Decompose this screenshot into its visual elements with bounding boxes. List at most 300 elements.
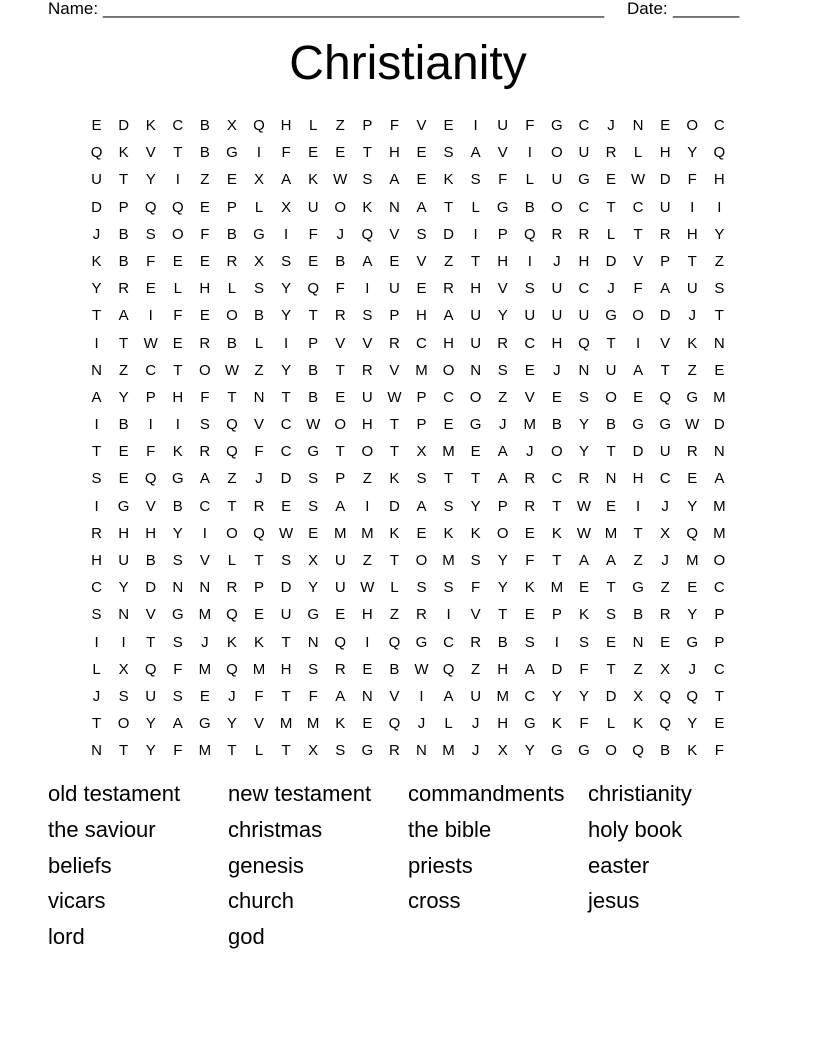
grid-letter[interactable]: S	[172, 552, 183, 569]
grid-letter[interactable]: A	[118, 307, 129, 325]
grid-letter[interactable]: U	[605, 361, 617, 379]
grid-letter[interactable]: Q	[334, 633, 347, 651]
grid-letter[interactable]: V	[389, 687, 400, 705]
grid-letter[interactable]: P	[226, 198, 237, 216]
grid-letter[interactable]: O	[361, 443, 374, 461]
grid-letter[interactable]: J	[553, 361, 561, 379]
grid-letter[interactable]: V	[470, 606, 481, 624]
grid-letter[interactable]: P	[551, 606, 562, 624]
grid-letter[interactable]: U	[578, 307, 590, 325]
grid-letter[interactable]: V	[660, 334, 671, 352]
grid-letter[interactable]: X	[416, 443, 427, 461]
grid-letter[interactable]: G	[659, 416, 672, 434]
grid-letter[interactable]: J	[228, 687, 236, 705]
grid-letter[interactable]: S	[362, 307, 373, 325]
grid-letter[interactable]: K	[633, 715, 644, 733]
grid-letter[interactable]: G	[632, 579, 644, 597]
grid-letter[interactable]: W	[387, 388, 402, 406]
grid-letter[interactable]: P	[497, 225, 508, 243]
grid-letter[interactable]: B	[118, 416, 129, 434]
grid-letter[interactable]: T	[308, 307, 318, 325]
grid-letter[interactable]: B	[199, 144, 210, 162]
grid-letter[interactable]: K	[254, 633, 265, 651]
grid-letter[interactable]: T	[281, 388, 291, 406]
grid-letter[interactable]: T	[552, 497, 562, 515]
grid-letter[interactable]: L	[254, 742, 264, 760]
grid-letter[interactable]: G	[523, 715, 536, 733]
grid-letter[interactable]: T	[606, 334, 616, 352]
grid-letter[interactable]: T	[660, 361, 670, 379]
grid-letter[interactable]: S	[145, 225, 156, 243]
grid-letter[interactable]: V	[416, 252, 427, 270]
grid-letter[interactable]: Y	[308, 579, 319, 597]
grid-letter[interactable]: R	[578, 470, 590, 488]
grid-letter[interactable]: K	[551, 715, 562, 733]
grid-letter[interactable]: J	[553, 252, 561, 270]
grid-letter[interactable]: Y	[497, 579, 508, 597]
grid-letter[interactable]: Z	[633, 552, 643, 569]
grid-letter[interactable]: C	[713, 117, 725, 134]
grid-letter[interactable]: Q	[361, 225, 374, 243]
grid-letter[interactable]: Q	[659, 388, 672, 406]
grid-letter[interactable]: E	[416, 144, 427, 162]
grid-letter[interactable]: E	[254, 606, 265, 624]
grid-letter[interactable]: P	[416, 388, 427, 406]
grid-letter[interactable]: S	[497, 361, 508, 379]
grid-letter[interactable]: N	[199, 579, 211, 597]
grid-letter[interactable]: X	[281, 198, 292, 216]
grid-letter[interactable]: R	[416, 606, 427, 624]
grid-letter[interactable]: R	[605, 144, 617, 162]
grid-letter[interactable]: N	[578, 361, 590, 379]
grid-letter[interactable]: F	[498, 171, 508, 189]
grid-letter[interactable]: X	[254, 252, 265, 270]
grid-letter[interactable]: G	[307, 443, 319, 461]
grid-letter[interactable]: M	[713, 524, 726, 542]
grid-letter[interactable]: T	[281, 633, 291, 651]
grid-letter[interactable]: N	[118, 606, 130, 624]
grid-letter[interactable]: E	[714, 715, 725, 733]
grid-letter[interactable]: D	[280, 470, 292, 488]
grid-letter[interactable]: S	[443, 497, 454, 515]
grid-letter[interactable]: G	[307, 606, 319, 624]
grid-letter[interactable]: C	[91, 579, 102, 597]
grid-letter[interactable]: C	[713, 660, 725, 678]
grid-letter[interactable]: C	[659, 470, 671, 488]
grid-letter[interactable]: F	[687, 171, 697, 189]
grid-letter[interactable]: G	[253, 225, 265, 243]
grid-letter[interactable]: C	[524, 334, 536, 352]
grid-letter[interactable]: R	[199, 334, 211, 352]
grid-letter[interactable]: E	[145, 280, 156, 298]
grid-letter[interactable]: B	[226, 334, 237, 352]
grid-letter[interactable]: V	[633, 252, 644, 270]
grid-letter[interactable]: E	[172, 334, 183, 352]
grid-letter[interactable]: K	[687, 334, 698, 352]
grid-letter[interactable]: R	[334, 660, 346, 678]
grid-letter[interactable]: Q	[307, 280, 319, 298]
grid-letter[interactable]: I	[148, 416, 153, 434]
grid-letter[interactable]: U	[497, 117, 509, 134]
grid-letter[interactable]: T	[389, 416, 399, 434]
grid-letter[interactable]: X	[226, 117, 237, 134]
grid-letter[interactable]: C	[280, 443, 292, 461]
grid-letter[interactable]: Y	[578, 687, 589, 705]
grid-letter[interactable]: W	[279, 524, 294, 542]
grid-letter[interactable]: H	[388, 144, 400, 162]
grid-letter[interactable]: M	[198, 606, 212, 624]
grid-letter[interactable]: P	[308, 334, 319, 352]
grid-letter[interactable]: N	[632, 633, 644, 651]
grid-letter[interactable]: B	[660, 742, 671, 760]
grid-letter[interactable]: F	[579, 715, 589, 733]
grid-letter[interactable]: W	[224, 361, 240, 379]
grid-letter[interactable]: S	[443, 579, 454, 597]
grid-letter[interactable]: E	[687, 579, 698, 597]
grid-letter[interactable]: I	[284, 334, 289, 352]
grid-letter[interactable]: O	[496, 524, 509, 542]
grid-letter[interactable]: E	[226, 171, 237, 189]
grid-letter[interactable]: E	[199, 198, 210, 216]
grid-letter[interactable]: C	[578, 198, 590, 216]
grid-letter[interactable]: Y	[145, 742, 156, 760]
grid-letter[interactable]: E	[606, 171, 617, 189]
grid-letter[interactable]: Y	[687, 144, 698, 162]
grid-letter[interactable]: E	[606, 633, 617, 651]
grid-letter[interactable]: L	[606, 225, 616, 243]
grid-letter[interactable]: A	[524, 660, 535, 678]
grid-letter[interactable]: A	[335, 687, 346, 705]
grid-letter[interactable]: Y	[118, 579, 129, 597]
grid-letter[interactable]: D	[605, 687, 617, 705]
grid-letter[interactable]: I	[94, 334, 99, 352]
grid-letter[interactable]: T	[362, 144, 372, 162]
grid-letter[interactable]: E	[416, 280, 427, 298]
grid-letter[interactable]: U	[280, 606, 292, 624]
grid-letter[interactable]: R	[226, 579, 238, 597]
grid-letter[interactable]: A	[470, 144, 481, 162]
grid-letter[interactable]: E	[443, 117, 454, 134]
grid-letter[interactable]: F	[579, 660, 589, 678]
grid-letter[interactable]: T	[281, 742, 291, 760]
grid-letter[interactable]: U	[388, 280, 400, 298]
grid-letter[interactable]: R	[524, 470, 536, 488]
grid-letter[interactable]: L	[92, 660, 101, 678]
grid-letter[interactable]: E	[199, 687, 210, 705]
grid-letter[interactable]: B	[497, 633, 508, 651]
grid-letter[interactable]: S	[172, 633, 183, 651]
grid-letter[interactable]: S	[281, 252, 292, 270]
grid-letter[interactable]: X	[497, 742, 508, 760]
grid-letter[interactable]: N	[361, 687, 373, 705]
grid-letter[interactable]: M	[550, 579, 564, 597]
grid-letter[interactable]: Y	[497, 552, 508, 569]
grid-letter[interactable]: M	[198, 660, 212, 678]
grid-letter[interactable]: O	[551, 443, 563, 461]
grid-letter[interactable]: O	[415, 552, 428, 569]
grid-letter[interactable]: P	[389, 307, 400, 325]
grid-letter[interactable]: F	[525, 117, 535, 134]
grid-letter[interactable]: D	[605, 252, 617, 270]
grid-letter[interactable]: I	[256, 144, 262, 162]
grid-letter[interactable]: K	[578, 606, 589, 624]
grid-letter[interactable]: I	[446, 606, 451, 624]
grid-letter[interactable]: A	[497, 443, 508, 461]
grid-letter[interactable]: G	[686, 388, 699, 406]
grid-letter[interactable]: K	[687, 742, 698, 760]
grid-letter[interactable]: S	[281, 552, 292, 569]
name-field[interactable]: _____________________________________________________	[103, 0, 605, 18]
grid-letter[interactable]: I	[554, 633, 559, 651]
grid-letter[interactable]: S	[578, 388, 589, 406]
grid-letter[interactable]: G	[632, 416, 644, 434]
grid-letter[interactable]: S	[199, 416, 210, 434]
grid-letter[interactable]: R	[361, 361, 373, 379]
grid-letter[interactable]: F	[714, 742, 724, 760]
grid-letter[interactable]: F	[200, 388, 210, 406]
grid-letter[interactable]: A	[660, 280, 671, 298]
grid-letter[interactable]: H	[118, 524, 130, 542]
grid-letter[interactable]: R	[524, 497, 536, 515]
grid-letter[interactable]: K	[335, 715, 346, 733]
grid-letter[interactable]: Z	[443, 252, 454, 270]
grid-letter[interactable]: X	[633, 687, 644, 705]
grid-letter[interactable]: U	[686, 280, 698, 298]
grid-letter[interactable]: A	[362, 252, 373, 270]
grid-letter[interactable]: G	[199, 715, 211, 733]
grid-letter[interactable]: M	[279, 715, 293, 733]
grid-letter[interactable]: Q	[144, 660, 157, 678]
grid-letter[interactable]: B	[335, 252, 346, 270]
grid-letter[interactable]: U	[307, 198, 319, 216]
grid-letter[interactable]: J	[336, 225, 344, 243]
grid-letter[interactable]: E	[335, 388, 346, 406]
grid-letter[interactable]: Y	[578, 443, 589, 461]
grid-letter[interactable]: T	[389, 552, 399, 569]
grid-letter[interactable]: U	[361, 388, 373, 406]
grid-letter[interactable]: Z	[227, 470, 237, 488]
grid-letter[interactable]: T	[173, 361, 183, 379]
grid-letter[interactable]: Q	[523, 225, 536, 243]
grid-letter[interactable]: V	[362, 334, 373, 352]
grid-letter[interactable]: E	[606, 497, 617, 515]
grid-letter[interactable]: N	[713, 334, 725, 352]
grid-letter[interactable]: V	[497, 280, 508, 298]
grid-letter[interactable]: T	[227, 742, 237, 760]
grid-letter[interactable]: D	[280, 579, 292, 597]
grid-letter[interactable]: T	[606, 579, 616, 597]
grid-letter[interactable]: J	[688, 660, 696, 678]
grid-letter[interactable]: E	[362, 660, 373, 678]
grid-letter[interactable]: K	[118, 144, 129, 162]
grid-letter[interactable]: E	[470, 443, 481, 461]
grid-letter[interactable]: F	[200, 225, 210, 243]
grid-letter[interactable]: E	[633, 388, 644, 406]
grid-letter[interactable]: J	[661, 552, 669, 569]
grid-letter[interactable]: S	[416, 470, 427, 488]
grid-letter[interactable]: W	[333, 171, 348, 189]
grid-letter[interactable]: I	[121, 633, 126, 651]
grid-letter[interactable]: O	[686, 117, 699, 134]
grid-letter[interactable]: G	[117, 497, 130, 515]
grid-letter[interactable]: U	[659, 443, 671, 461]
grid-letter[interactable]: B	[145, 552, 156, 569]
grid-letter[interactable]: T	[389, 443, 399, 461]
grid-letter[interactable]: R	[334, 307, 346, 325]
grid-letter[interactable]: A	[335, 497, 346, 515]
grid-letter[interactable]: P	[497, 497, 508, 515]
grid-letter[interactable]: E	[199, 307, 210, 325]
grid-letter[interactable]: P	[254, 579, 265, 597]
grid-letter[interactable]: P	[362, 117, 373, 134]
grid-letter[interactable]: V	[416, 117, 427, 134]
grid-letter[interactable]: Q	[388, 715, 401, 733]
grid-letter[interactable]: D	[632, 443, 644, 461]
grid-letter[interactable]: Y	[470, 497, 481, 515]
grid-letter[interactable]: X	[254, 171, 265, 189]
grid-letter[interactable]: H	[280, 660, 292, 678]
grid-letter[interactable]: R	[578, 225, 590, 243]
grid-letter[interactable]: B	[308, 361, 319, 379]
grid-letter[interactable]: D	[551, 660, 563, 678]
grid-letter[interactable]: Q	[144, 470, 157, 488]
grid-letter[interactable]: G	[551, 117, 563, 134]
grid-letter[interactable]: N	[307, 633, 319, 651]
grid-letter[interactable]: R	[443, 280, 454, 298]
grid-letter[interactable]: W	[631, 171, 646, 189]
grid-letter[interactable]: T	[714, 307, 724, 325]
grid-letter[interactable]: I	[527, 144, 532, 162]
grid-letter[interactable]: M	[442, 443, 455, 461]
grid-letter[interactable]: J	[201, 633, 209, 651]
grid-letter[interactable]: V	[145, 497, 156, 515]
grid-letter[interactable]: Z	[687, 361, 697, 379]
grid-letter[interactable]: V	[335, 334, 346, 352]
grid-letter[interactable]: O	[713, 552, 726, 569]
grid-letter[interactable]: G	[578, 171, 590, 189]
grid-letter[interactable]: O	[605, 388, 617, 406]
grid-letter[interactable]: F	[335, 280, 345, 298]
grid-letter[interactable]: T	[633, 225, 643, 243]
date-field[interactable]: _______	[673, 0, 740, 18]
grid-letter[interactable]: C	[578, 117, 590, 134]
grid-letter[interactable]: X	[118, 660, 129, 678]
grid-letter[interactable]: M	[713, 388, 726, 406]
grid-letter[interactable]: Y	[145, 715, 156, 733]
grid-letter[interactable]: C	[145, 361, 157, 379]
grid-letter[interactable]: I	[690, 198, 695, 216]
grid-letter[interactable]: D	[713, 416, 725, 434]
grid-letter[interactable]: E	[660, 633, 671, 651]
grid-letter[interactable]: U	[470, 334, 482, 352]
grid-letter[interactable]: E	[199, 252, 210, 270]
grid-letter[interactable]: T	[91, 443, 102, 461]
grid-letter[interactable]: R	[497, 334, 509, 352]
grid-letter[interactable]: T	[471, 252, 481, 270]
grid-letter[interactable]: B	[524, 198, 535, 216]
grid-letter[interactable]: P	[416, 416, 427, 434]
grid-letter[interactable]: V	[145, 606, 156, 624]
grid-letter[interactable]: O	[226, 307, 238, 325]
grid-letter[interactable]: F	[471, 579, 481, 597]
grid-letter[interactable]: B	[199, 117, 210, 134]
grid-letter[interactable]: J	[607, 117, 615, 134]
grid-letter[interactable]: P	[145, 388, 156, 406]
grid-letter[interactable]: C	[199, 497, 211, 515]
grid-letter[interactable]: Z	[498, 388, 508, 406]
grid-letter[interactable]: J	[661, 497, 669, 515]
grid-letter[interactable]: Z	[633, 660, 643, 678]
grid-letter[interactable]: Y	[281, 307, 292, 325]
grid-letter[interactable]: K	[443, 524, 454, 542]
grid-letter[interactable]: A	[416, 198, 427, 216]
grid-letter[interactable]: S	[578, 633, 589, 651]
grid-letter[interactable]: O	[469, 388, 482, 406]
grid-letter[interactable]: F	[173, 742, 183, 760]
grid-letter[interactable]: B	[551, 416, 562, 434]
grid-letter[interactable]: O	[117, 715, 130, 733]
grid-letter[interactable]: A	[443, 307, 454, 325]
grid-letter[interactable]: H	[578, 252, 590, 270]
grid-letter[interactable]: H	[497, 715, 509, 733]
grid-letter[interactable]: G	[171, 470, 184, 488]
grid-letter[interactable]: I	[148, 307, 153, 325]
grid-letter[interactable]: S	[443, 144, 454, 162]
grid-letter[interactable]: S	[524, 633, 535, 651]
grid-letter[interactable]: H	[199, 280, 211, 298]
grid-letter[interactable]: Q	[659, 715, 672, 733]
grid-letter[interactable]: E	[308, 252, 319, 270]
grid-letter[interactable]: T	[552, 552, 562, 569]
grid-letter[interactable]: J	[92, 225, 101, 243]
grid-letter[interactable]: I	[94, 497, 99, 515]
grid-letter[interactable]: D	[659, 307, 671, 325]
grid-letter[interactable]: R	[253, 497, 265, 515]
grid-letter[interactable]: C	[632, 198, 644, 216]
grid-letter[interactable]: D	[388, 497, 400, 515]
grid-letter[interactable]: S	[470, 552, 481, 569]
grid-letter[interactable]: I	[175, 171, 180, 189]
grid-letter[interactable]: V	[389, 361, 400, 379]
grid-letter[interactable]: W	[414, 660, 429, 678]
grid-letter[interactable]: T	[91, 715, 102, 733]
grid-letter[interactable]: E	[362, 715, 373, 733]
grid-letter[interactable]: S	[416, 579, 427, 597]
grid-letter[interactable]: K	[443, 171, 454, 189]
grid-letter[interactable]: R	[226, 252, 238, 270]
grid-letter[interactable]: U	[551, 307, 563, 325]
grid-letter[interactable]: H	[497, 252, 509, 270]
grid-letter[interactable]: F	[254, 443, 264, 461]
grid-letter[interactable]: P	[714, 606, 725, 624]
grid-letter[interactable]: S	[524, 280, 535, 298]
grid-letter[interactable]: W	[576, 497, 592, 515]
grid-letter[interactable]: A	[606, 552, 617, 569]
grid-letter[interactable]: E	[335, 606, 346, 624]
grid-letter[interactable]: T	[227, 388, 237, 406]
grid-letter[interactable]: M	[442, 742, 455, 760]
grid-letter[interactable]: T	[119, 171, 129, 189]
grid-letter[interactable]: I	[473, 225, 478, 243]
grid-letter[interactable]: M	[686, 552, 699, 569]
grid-letter[interactable]: C	[416, 334, 427, 352]
grid-letter[interactable]: L	[308, 117, 318, 134]
grid-letter[interactable]: B	[389, 660, 400, 678]
grid-letter[interactable]: T	[119, 742, 129, 760]
grid-letter[interactable]: U	[334, 552, 346, 569]
grid-letter[interactable]: V	[524, 388, 535, 406]
grid-letter[interactable]: N	[172, 579, 184, 597]
